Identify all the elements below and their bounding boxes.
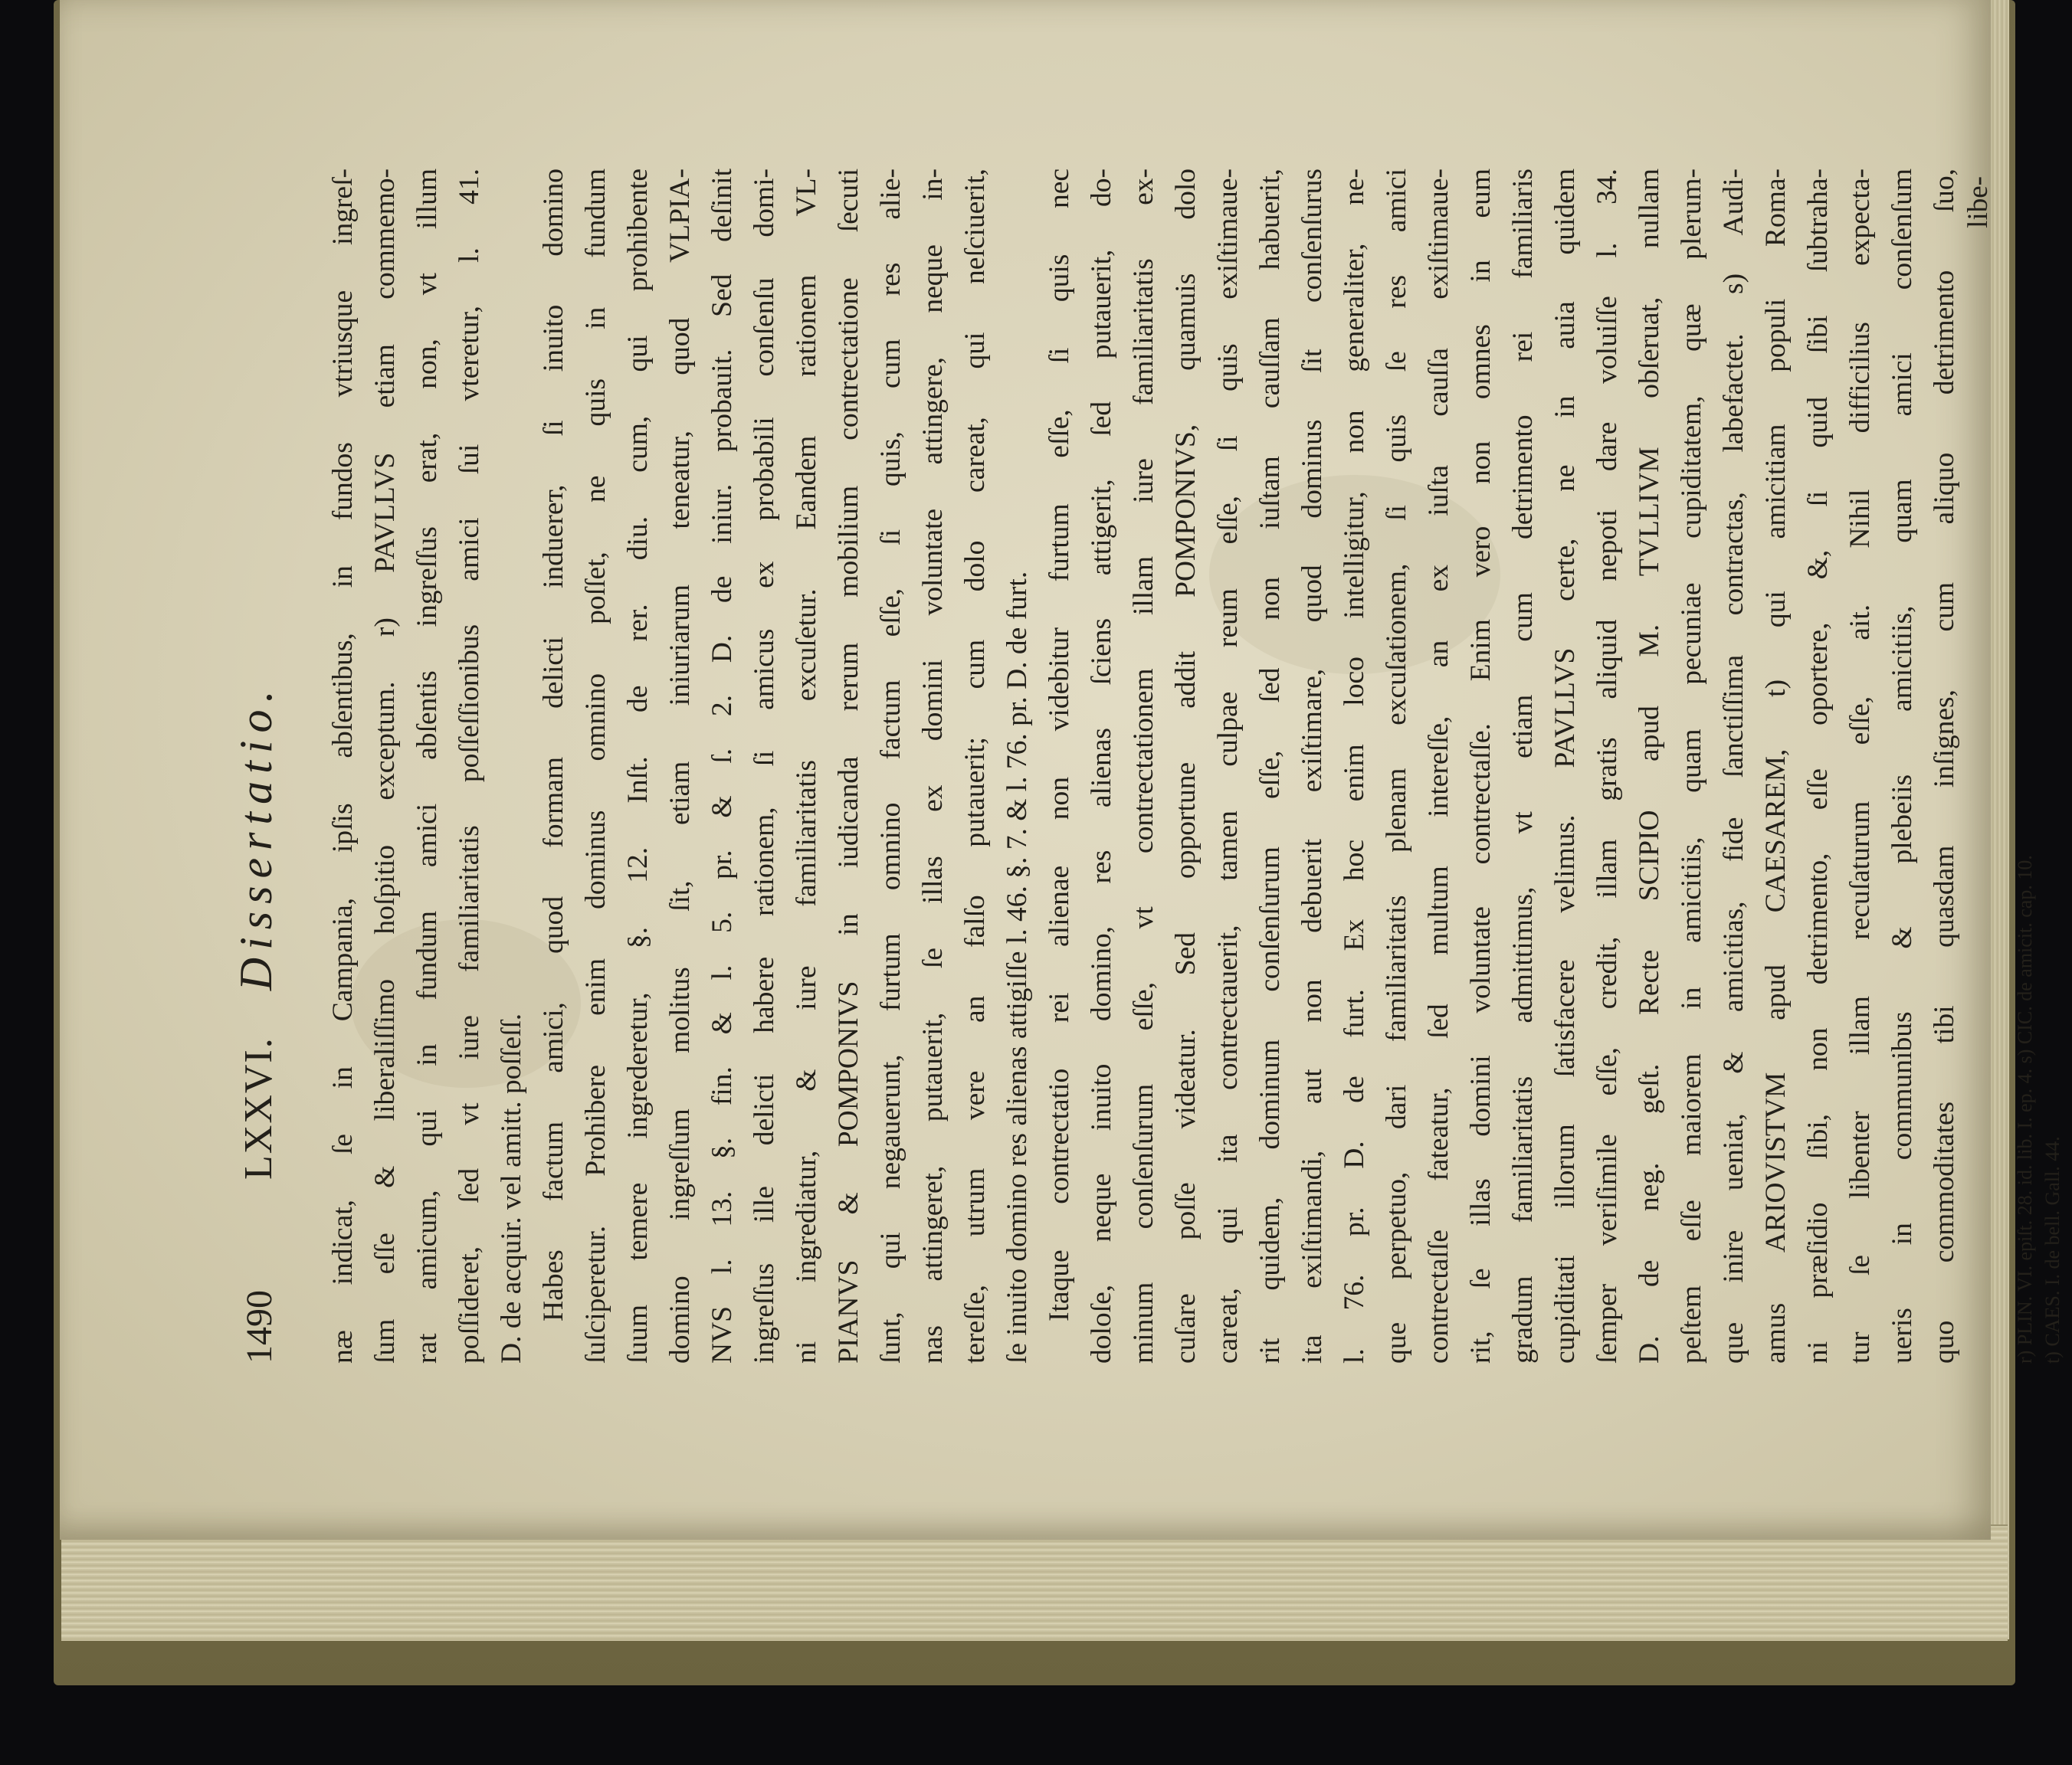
text-line: cuſare poſſe videatur. Sed opportune addit POMPONIVS, quamuis dolo [1170,169,1202,1364]
text-line: ingreſſus ille delicti habere rationem, ſi amicus ex probabili conſenſu domi- [749,169,780,1364]
footnote: t) CAES. I. de bell. Gall. 44. [2041,1136,2064,1364]
text-line: ita exiſtimandi, aut non debuerit exiſtimare, quod dominus ſit conſenſurus [1297,169,1328,1364]
text-line: Habes factum amici, quod formam delicti induerет, ſi inuito domino [538,169,569,1321]
text-line: ſum eſſe & liberaliſſimo hoſpitio exceptum. r) PAVLLVS etiam commemo- [369,169,401,1364]
text-line: que perpetuo, dari familiaritatis plenam excuſationem, ſi quis ſe res amici [1381,169,1412,1364]
body-text [322,169,1965,1364]
text-line: gradum familiaritatis admittimus, vt etiam cum detrimento rei familiaris [1507,169,1539,1364]
text-line: minum conſenſurum eſſe, vt contrectationem illam iure familiaritatis ex- [1128,169,1159,1364]
text-line: ueris in communibus & plebeiis amicitiis, quam amici conſenſum [1887,169,1918,1364]
page-text-rotated [230,169,2064,1364]
text-line: nas attingeret, putauerit, ſe illas ex domini voluntate attingere, neque in- [917,169,949,1364]
text-line: D. de acquir. vel amitt. poſſeſſ. [496,1013,527,1364]
text-line: que inire ueniat, & amicitias, fide ſanctiſſima contractas, labefactet. s) Audi- [1718,169,1749,1364]
text-line: doloſe, neque inuito domino, res alienas ſciens attigerit, ſed putauerit, do- [1086,169,1117,1364]
text-line: careat, qui ita contrectauerit, tamen culpae reum eſſe, ſi quis exiſtimaue- [1212,169,1244,1364]
text-line: peſtem eſſe maiorem in amicitiis, quam pecuniae cupiditatem, quæ plerum- [1676,169,1707,1364]
text-line: ni ingrediatur, & iure familiaritatis excuſetur. Eandem rationem VL- [791,169,822,1364]
text-line: ſunt, qui negauerunt, furtum omnino factum eſſe, ſi quis, cum res alie- [875,169,906,1364]
text-line: PIANVS & POMPONIVS in iudicanda rerum mobilium contrectatione ſecuti [833,169,864,1364]
text-line: ſe inuito domino res alienas attigiſſe l. 46. §. 7. & l. 76. pr. D. de furt. [1002,571,1033,1364]
text-line: ſuſciperetur. Prohibere enim dominus omnino poſſet, ne quis in fundum [580,169,611,1364]
text-line: ſuum temere ingrederetur, §. 12. Inſt. de rer. diu. cum, qui prohibente [622,169,654,1364]
chapter-number: LXXVI. [237,1036,280,1180]
text-line: quo commoditates tibi quasdam inſignes, cum aliquo detrimento ſuo, [1929,169,1960,1364]
text-line: amus ARIOVISTVM apud CAESAREM, t) qui amicitiam populi Roma- [1760,169,1792,1364]
text-line: contrectaſſe fateatur, ſed multum intereſſe, an ex iuſta cauſſa exiſtimaue- [1423,169,1454,1364]
text-line: domino ingreſſum molitus ſit, etiam iniuriarum teneatur, quod VLPIA- [664,169,696,1364]
text-line: poſſideret, ſed vt iure familiaritatis poſſeſſionibus amici ſui vteretur, l. 41. [454,169,485,1364]
text-line: ni præſidio ſibi, non detrimento, eſſe oportere, &, ſi quid ſibi ſubtraha- [1802,169,1834,1364]
text-line: rat amicum, qui in fundum amici abſentis ingreſſus erat, non, vt illum [411,169,443,1364]
text-line: Itaque contrectatio rei alienae non videbitur furtum eſſe, ſi quis nec [1044,169,1075,1321]
text-line: næ indicat, ſe in Campania, ipſis abſentibus, in fundos vtriusque ingreſ- [327,169,359,1364]
running-header [230,169,299,1364]
text-line: ſemper veriſimile eſſe, credit, illam gratis aliquid nepoti dare voluiſſe l. 34. [1592,169,1623,1364]
text-line: tur ſe libenter illam recuſaturum eſſe, ait. Nihil difficilius expecta- [1844,169,1876,1364]
text-line: D. de neg. geſt. Recte SCIPIO apud M. TVLLIVM obſeruat, nullam [1634,169,1665,1364]
footnote: r) PLIN. VI. epiſt. 28. id. lib. I. ep. 4. s) CIC. de amicit. cap. 10. [2014,855,2036,1364]
text-line: tereſſe, utrum vere an falſo putauerit; cum dolo careat, qui neſciuerit, [959,169,991,1364]
page-stack-bottom [61,1524,2008,1641]
catchword: libe- [1962,176,1994,228]
text-line: rit quidem, dominum conſenſurum eſſe, ſed non iuſtam cauſſam habuerit, [1254,169,1286,1364]
page-number: 1490 [239,1290,280,1364]
footnotes [2011,169,2067,1364]
text-line: cupiditati illorum ſatisfacere velimus. PAVLLVS certe, ne in auia quidem [1549,169,1581,1364]
text-line: rit, ſe illas domini voluntate contrectaſſe. Enim vero non omnes in eum [1465,169,1497,1364]
text-line: l. 76. pr. D. de furt. Ex hoc enim loco intelligitur, non generaliter, ne- [1339,169,1370,1364]
running-title: Dissertatio. [231,683,281,991]
text-line: NVS l. 13. §. fin. & l. 5. pr. & ſ. 2. D. de iniur. probauit. Sed deſinit [707,169,738,1364]
